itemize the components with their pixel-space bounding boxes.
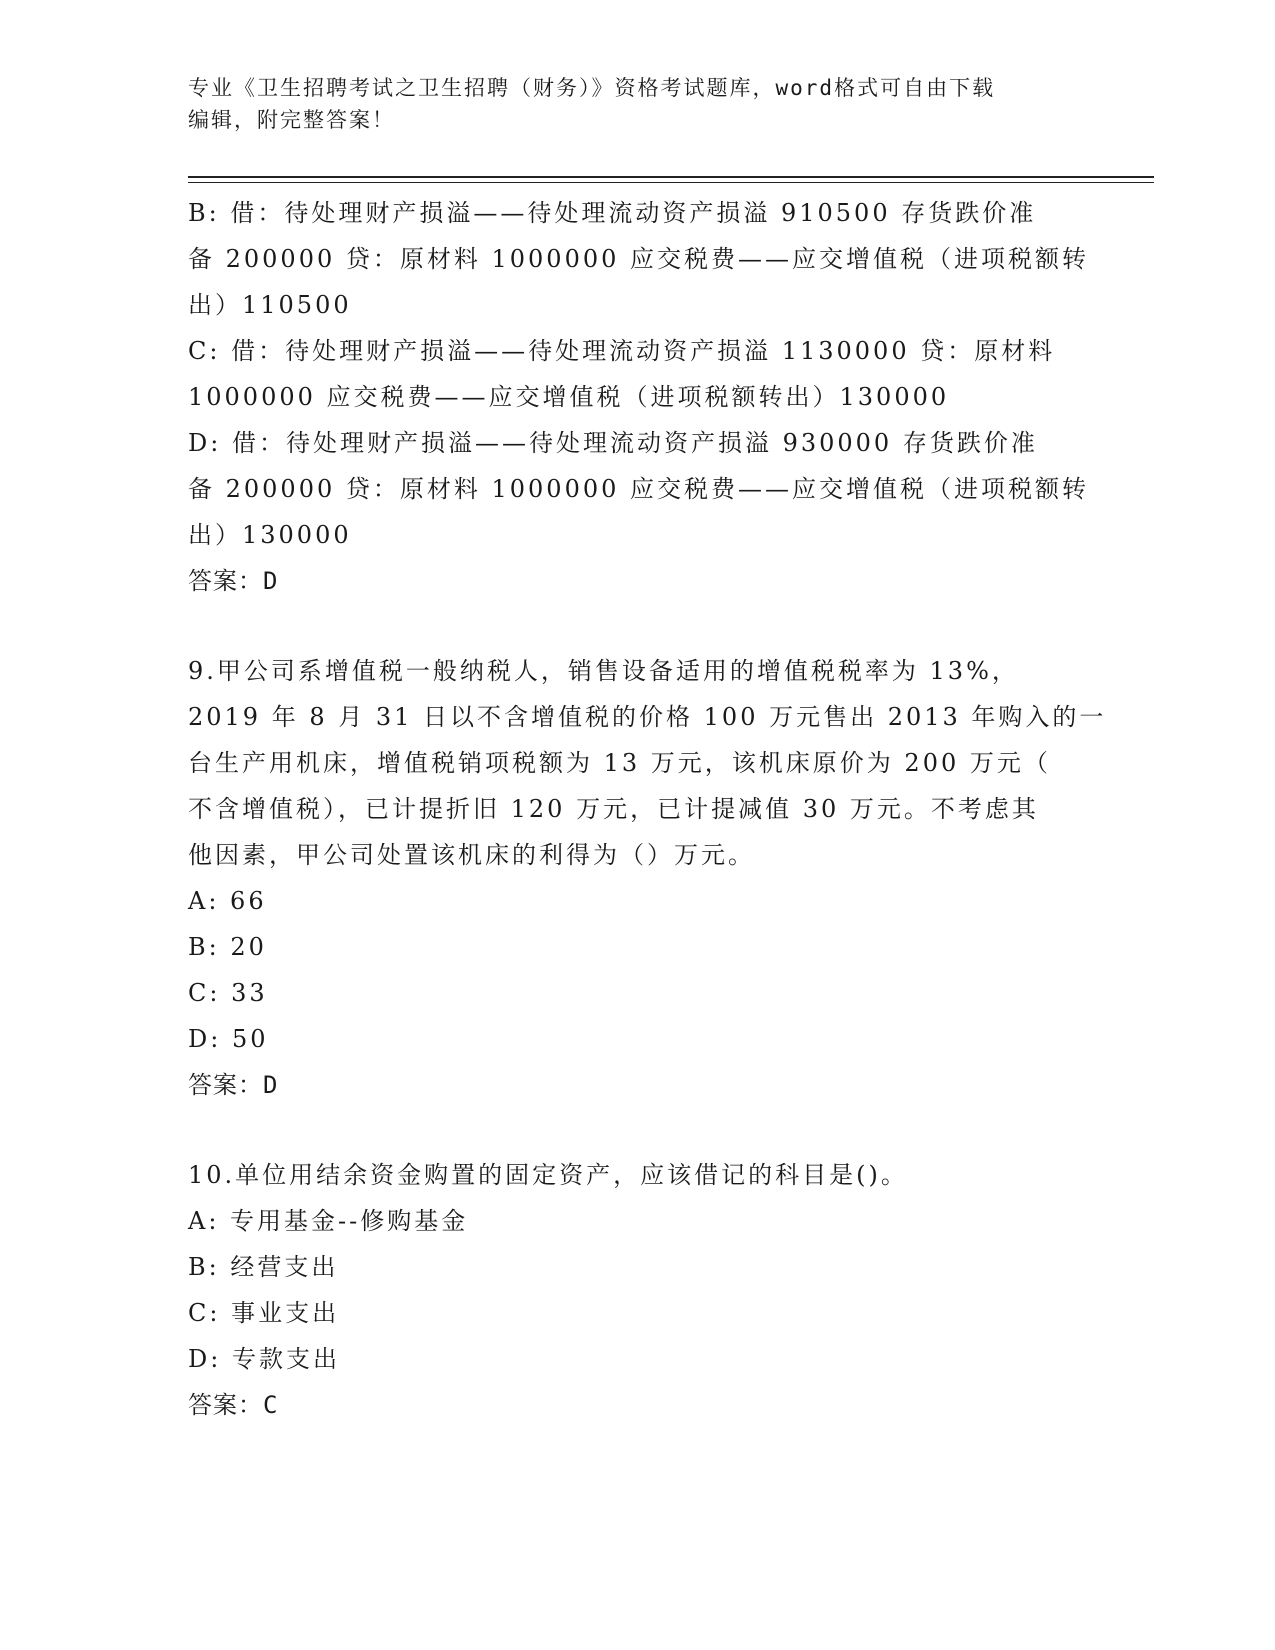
stem-line: 不含增值税），已计提折旧 120 万元，已计提减值 30 万元。不考虑其 <box>188 795 1039 823</box>
option-line: B: 借：待处理财产损溢——待处理流动资产损溢 910500 存货跌价准 <box>188 199 1037 227</box>
question-10-option-a: A: 专用基金--修购基金 <box>188 1207 469 1235</box>
question-10-stem: 10.单位用结余资金购置的固定资产，应该借记的科目是()。 <box>188 1161 908 1189</box>
question-10-answer: 答案：C <box>188 1391 279 1419</box>
question-8-answer: 答案：D <box>188 567 279 595</box>
header-line-2: 编辑，附完整答案！ <box>188 108 395 132</box>
document-header <box>188 72 1068 136</box>
option-line: C: 借：待处理财产损溢——待处理流动资产损溢 1130000 贷：原材料 <box>188 337 1056 365</box>
question-9-answer: 答案：D <box>188 1071 279 1099</box>
option-line: 备 200000 贷：原材料 1000000 应交税费——应交增值税（进项税额转 <box>188 245 1090 273</box>
header-rule-thick <box>188 176 1154 178</box>
question-9-option-a: A: 66 <box>188 887 267 915</box>
stem-line: 台生产用机床，增值税销项税额为 13 万元，该机床原价为 200 万元（ <box>188 749 1051 777</box>
option-line: 出）110500 <box>188 291 352 319</box>
spacer <box>188 1108 1078 1152</box>
question-8-option-c <box>188 328 1078 420</box>
header-line-1: 专业《卫生招聘考试之卫生招聘（财务）》资格考试题库，word格式可自由下载 <box>188 76 996 100</box>
question-10-option-d: D: 专款支出 <box>188 1345 340 1373</box>
stem-line: 2019 年 8 月 31 日以不含增值税的价格 100 万元售出 2013 年购入的一 <box>188 703 1107 731</box>
option-line: 1000000 应交税费——应交增值税（进项税额转出）130000 <box>188 383 950 411</box>
question-10-option-b: B: 经营支出 <box>188 1253 339 1281</box>
option-line: 备 200000 贷：原材料 1000000 应交税费——应交增值税（进项税额转 <box>188 475 1090 503</box>
question-8-option-b <box>188 190 1090 328</box>
question-8-option-d <box>188 420 1090 558</box>
option-line: D: 借：待处理财产损溢——待处理流动资产损溢 930000 存货跌价准 <box>188 429 1038 457</box>
stem-line: 9.甲公司系增值税一般纳税人，销售设备适用的增值税税率为 13%， <box>188 657 1019 685</box>
option-line: 出）130000 <box>188 521 352 549</box>
question-10-option-c: C: 事业支出 <box>188 1299 340 1327</box>
question-9-option-c: C: 33 <box>188 979 268 1007</box>
question-9-stem <box>188 648 1107 878</box>
stem-line: 他因素，甲公司处置该机床的利得为（）万元。 <box>188 841 755 869</box>
spacer <box>188 604 1078 648</box>
document-body <box>188 190 1107 1428</box>
question-9-option-b: B: 20 <box>188 933 267 961</box>
question-9-option-d: D: 50 <box>188 1025 269 1053</box>
header-rule-thin <box>188 182 1154 183</box>
